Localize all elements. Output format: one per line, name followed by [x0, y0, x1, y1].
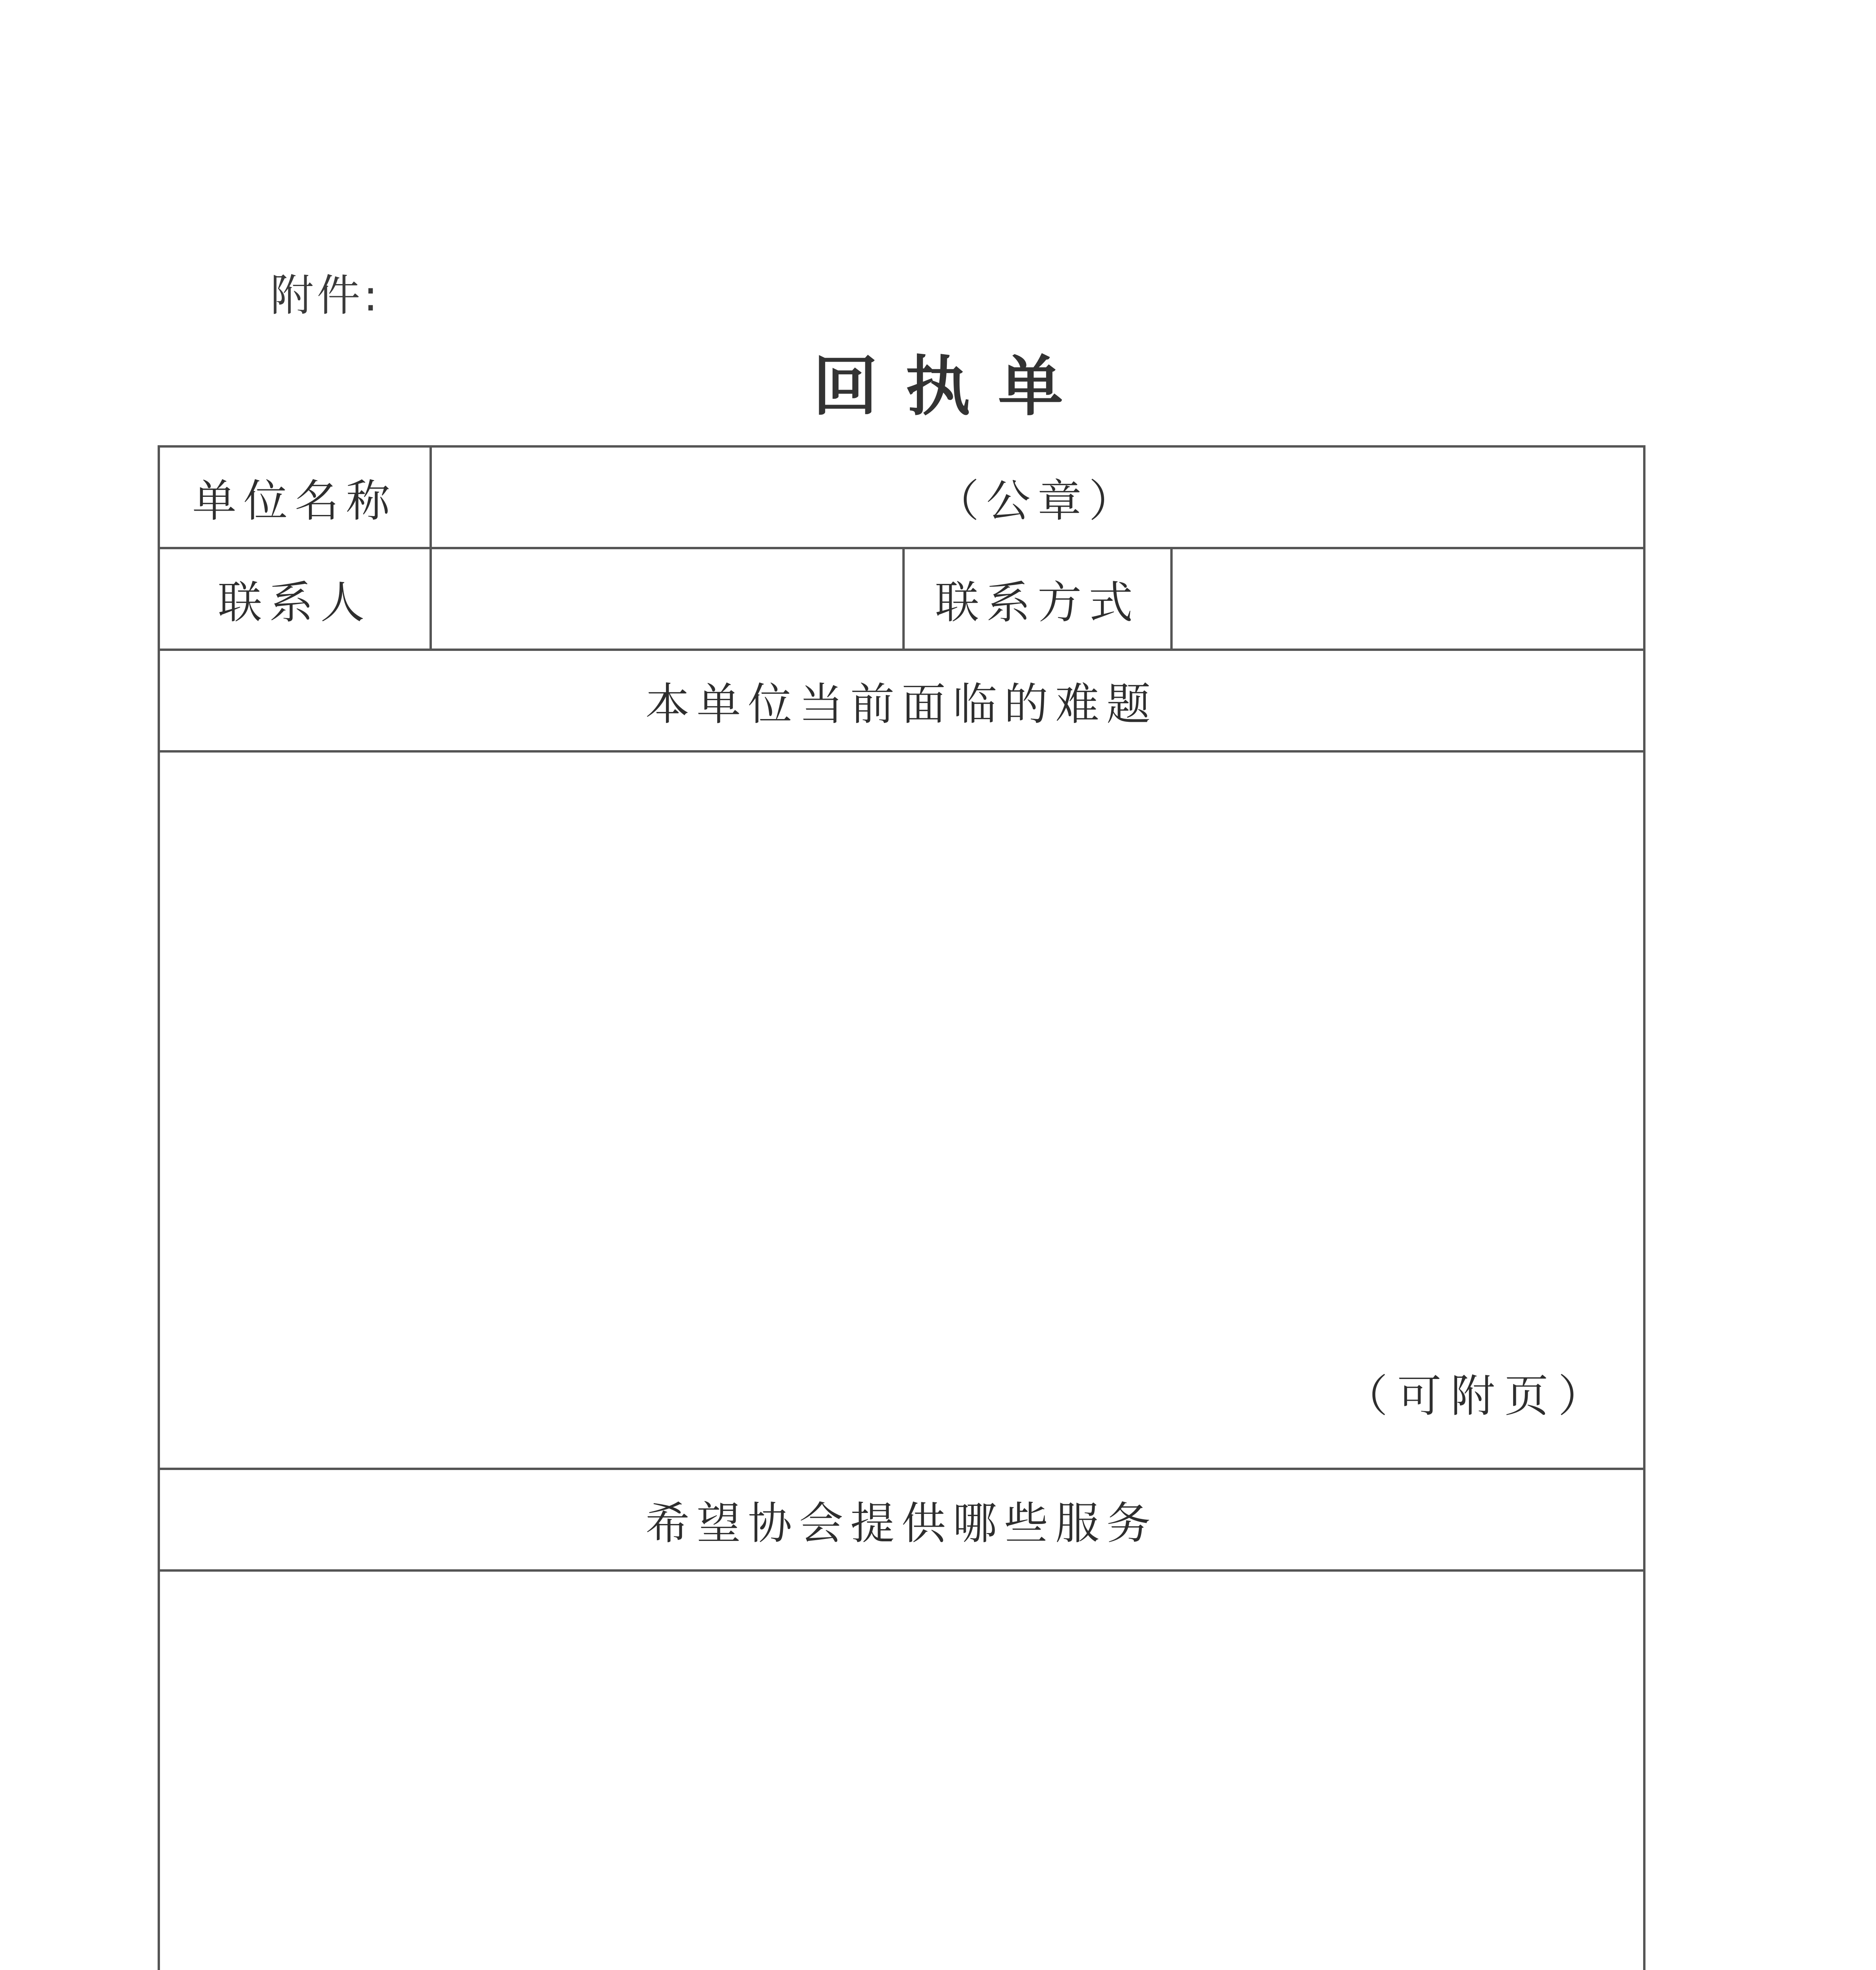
unit-name-field[interactable]: （公章） [431, 446, 1644, 548]
receipt-form-table [158, 445, 1645, 1970]
difficulties-attach-note: （可附页） [1344, 1371, 1612, 1422]
contact-row [159, 548, 1644, 650]
services-header-row [159, 1469, 1644, 1570]
unit-name-label: 单位名称 [159, 446, 431, 548]
services-header: 希望协会提供哪些服务 [159, 1469, 1644, 1570]
difficulties-header: 本单位当前面临的难题 [159, 650, 1644, 751]
difficulties-body-row [159, 751, 1644, 1469]
form-title: 回执单 [813, 348, 1091, 424]
attachment-label: 附件: [270, 270, 381, 321]
services-field[interactable] [159, 1570, 1644, 1970]
difficulties-header-row [159, 650, 1644, 751]
contact-person-label: 联系人 [159, 548, 431, 650]
difficulties-field[interactable] [159, 751, 1644, 1469]
contact-method-label: 联系方式 [904, 548, 1171, 650]
services-body-row [159, 1570, 1644, 1970]
contact-person-field[interactable] [431, 548, 904, 650]
unit-name-row [159, 446, 1644, 548]
contact-method-field[interactable] [1171, 548, 1644, 650]
